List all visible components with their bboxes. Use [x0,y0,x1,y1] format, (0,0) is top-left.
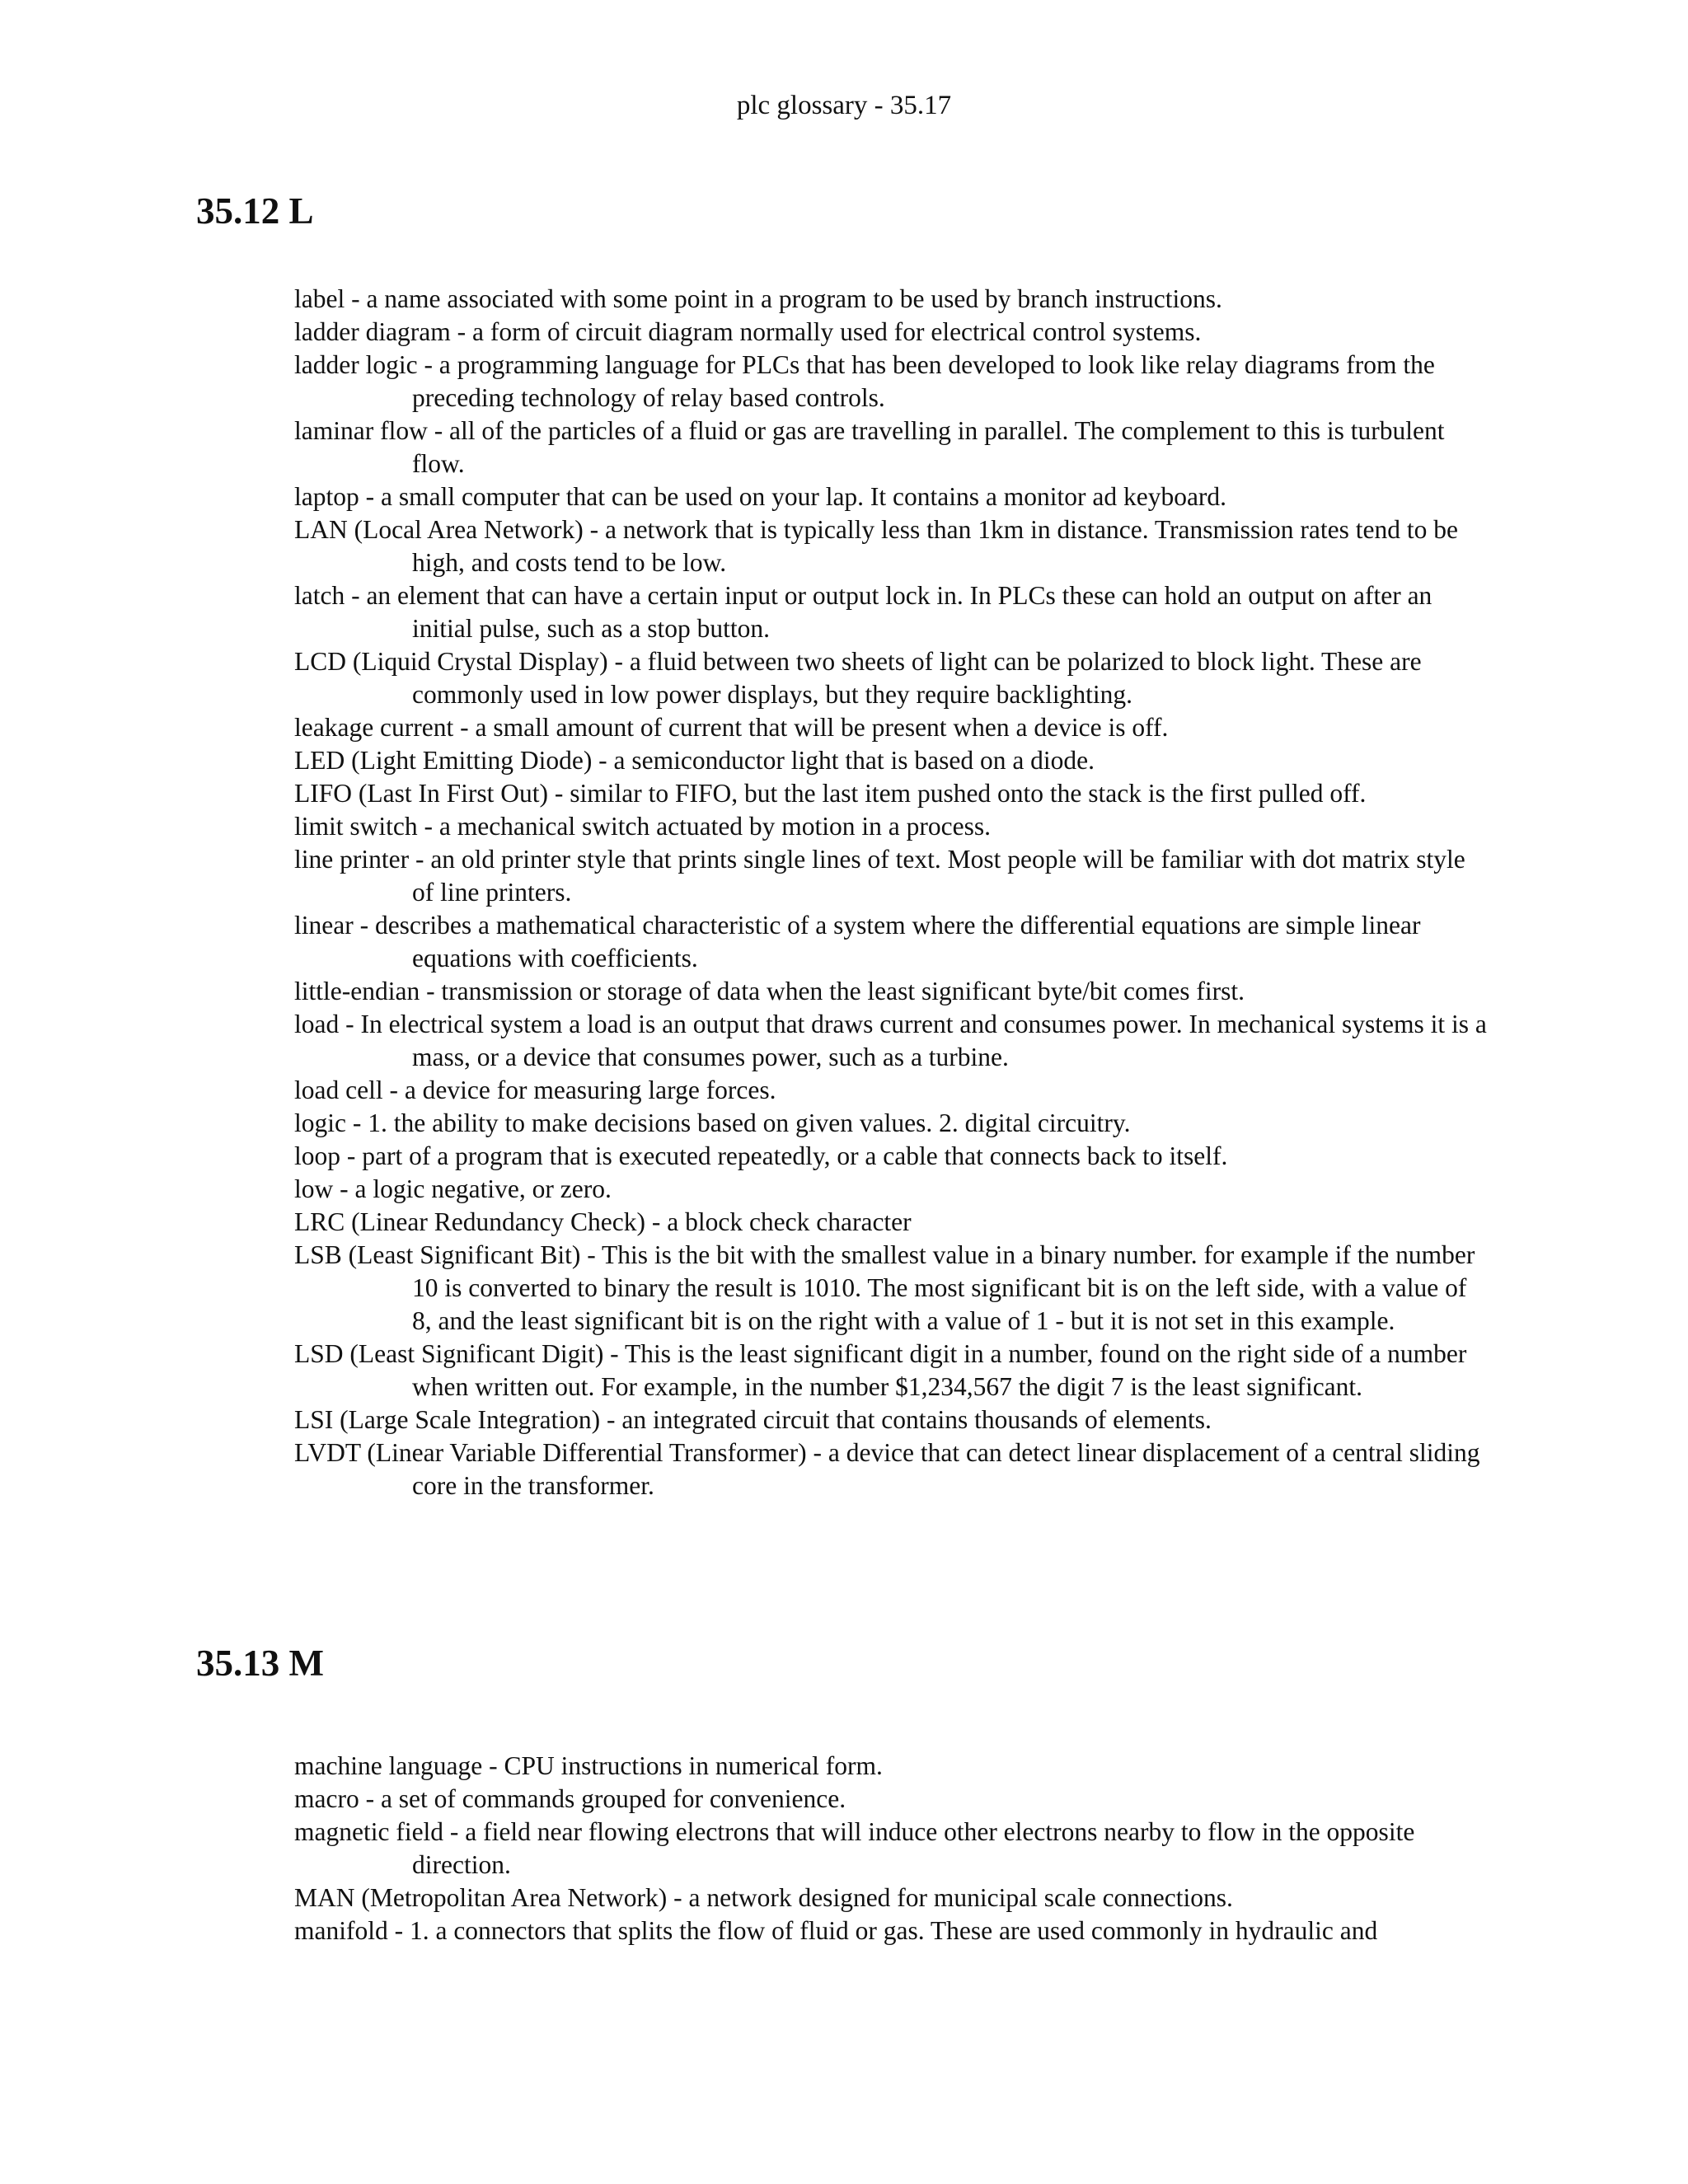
glossary-entry: MAN (Metropolitan Area Network) - a network designed for municipal scale connections. [294,1883,1233,1912]
glossary-entry: LED (Light Emitting Diode) - a semiconductor light that is based on a diode. [294,746,1095,775]
glossary-entry: line printer - an old printer style that prints single lines of text. Most people will be familiar with dot matrix style of line printers. [294,845,1465,907]
glossary-entry: machine language - CPU instructions in numerical form. [294,1751,883,1780]
glossary-entry: limit switch - a mechanical switch actuated by motion in a process. [294,812,992,841]
glossary-entry: LRC (Linear Redundancy Check) - a block check character [294,1207,912,1236]
glossary-entry: load cell - a device for measuring large forces. [294,1076,776,1104]
glossary-entry: ladder logic - a programming language for PLCs that has been developed to look like relay diagrams from the preceding technology of relay based controls. [294,350,1435,412]
glossary-entry: logic - 1. the ability to make decisions based on given values. 2. digital circuitry. [294,1108,1131,1137]
glossary-entry: little-endian - transmission or storage of data when the least significant byte/bit comes first. [294,977,1245,1005]
glossary-entry: low - a logic negative, or zero. [294,1174,612,1203]
glossary-entry: manifold - 1. a connectors that splits the flow of fluid or gas. These are used commonly in hydraulic and [294,1916,1378,1945]
running-head: plc glossary - 35.17 [736,91,952,120]
glossary-entry: linear - describes a mathematical characteristic of a system where the differential equations are simple linear equations with coefficients. [294,911,1421,972]
section-heading-l: 35.12 L [196,190,314,232]
glossary-entry: loop - part of a program that is executed repeatedly, or a cable that connects back to itself. [294,1141,1228,1170]
glossary-entry: leakage current - a small amount of current that will be present when a device is off. [294,713,1169,742]
glossary-entry: laptop - a small computer that can be used on your lap. It contains a monitor ad keyboard. [294,482,1227,511]
glossary-list-l [294,283,1489,1502]
glossary-entry: ladder diagram - a form of circuit diagram normally used for electrical control systems. [294,317,1202,346]
glossary-list-m [294,1750,1489,1947]
glossary-entry: macro - a set of commands grouped for convenience. [294,1784,846,1813]
glossary-entry: LSD (Least Significant Digit) - This is the least significant digit in a number, found on the right side of a number when written out. For example, in the number $1,234,567 the digit 7 is the least significant. [294,1339,1467,1401]
glossary-entry: LVDT (Linear Variable Differential Transformer) - a device that can detect linear displacement of a central sliding core in the transformer. [294,1438,1480,1500]
glossary-entry: LSI (Large Scale Integration) - an integrated circuit that contains thousands of elements. [294,1405,1212,1434]
glossary-entry: laminar flow - all of the particles of a fluid or gas are travelling in parallel. The complement to this is turbulent flow. [294,416,1445,478]
glossary-entry: load - In electrical system a load is an output that draws current and consumes power. In mechanical systems it is a mass, or a device that consumes power, such as a turbine. [294,1010,1487,1071]
glossary-entry: magnetic field - a field near flowing electrons that will induce other electrons nearby to flow in the opposite direction. [294,1817,1415,1879]
glossary-entry: LCD (Liquid Crystal Display) - a fluid between two sheets of light can be polarized to block light. These are commonly used in low power displays, but they require backlighting. [294,647,1422,709]
glossary-entry: LAN (Local Area Network) - a network that is typically less than 1km in distance. Transmission rates tend to be high, and costs tend to be low. [294,515,1458,577]
glossary-entry: LIFO (Last In First Out) - similar to FIFO, but the last item pushed onto the stack is the first pulled off. [294,779,1367,808]
section-heading-m: 35.13 M [196,1643,324,1684]
glossary-entry: latch - an element that can have a certain input or output lock in. In PLCs these can hold an output on after an initial pulse, such as a stop button. [294,581,1432,643]
glossary-entry: label - a name associated with some point in a program to be used by branch instructions. [294,284,1222,313]
glossary-entry: LSB (Least Significant Bit) - This is the bit with the smallest value in a binary number. for example if the number 10 is converted to binary the result is 1010. The most significant bit is on the left side, with a value of 8, and the least significant bit is on the right with a value of 1 - but it is not set in this example. [294,1240,1475,1335]
